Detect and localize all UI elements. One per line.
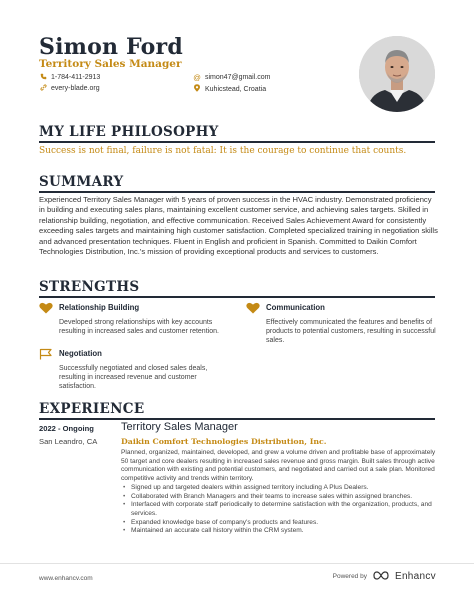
philosophy-divider	[39, 141, 435, 143]
strength-title: Communication	[266, 302, 325, 312]
enhancv-logo-icon	[373, 571, 389, 582]
candidate-title: Territory Sales Manager	[39, 58, 182, 70]
strength-item	[39, 347, 229, 391]
philosophy-heading: MY LIFE PHILOSOPHY	[39, 124, 219, 140]
brand-name: Enhancv	[394, 571, 436, 582]
email-contact[interactable]	[193, 73, 270, 82]
strengths-heading: STRENGTHS	[39, 279, 140, 295]
strength-title: Relationship Building	[59, 302, 140, 312]
experience-job-title: Territory Sales Manager	[121, 421, 238, 433]
list-item: • Interfaced with corporate staff periodically to determine satisfaction with the organization, products, and services.	[121, 501, 439, 518]
phone-contact	[39, 73, 100, 82]
phone-text: 1-784-411-2913	[51, 74, 101, 81]
experience-divider	[39, 418, 435, 420]
link-icon	[39, 84, 47, 93]
profile-photo	[359, 36, 435, 112]
list-item: • Expanded knowledge base of company's products and features.	[121, 519, 439, 528]
heart-icon	[39, 301, 53, 313]
footer-branding	[333, 571, 436, 582]
philosophy-quote: Success is not final, failure is not fatal: It is the courage to continue that counts.	[39, 146, 407, 156]
candidate-name: Simon Ford	[39, 34, 183, 60]
website-text[interactable]: every-blade.org	[51, 85, 100, 92]
location-pin-icon	[193, 84, 201, 94]
experience-dates: 2022 - Ongoing	[39, 424, 94, 433]
strength-item	[39, 301, 229, 336]
strength-item	[246, 301, 436, 345]
flag-icon	[39, 347, 53, 359]
experience-heading: EXPERIENCE	[39, 401, 145, 417]
heart-icon	[246, 301, 260, 313]
powered-by-label: Powered by	[332, 573, 367, 580]
location-text: Kuhicstead, Croatia	[205, 85, 267, 93]
experience-description: Planned, organized, maintained, developed, and grew a volume driven and profitable base of approximately 50 target and core dealers resulting in increased sales revenue and gross margin. Built sales through active communication with existing and potential customers, and negotiated and carried out a sale plan. Monitored competitive activity and trends within territory.	[121, 449, 436, 483]
list-item: • Maintained an accurate call history within the CRM system.	[121, 527, 439, 536]
experience-location: San Leandro, CA	[39, 437, 98, 446]
summary-divider	[39, 191, 435, 193]
footer-divider	[0, 563, 474, 564]
email-text[interactable]: simon47@gmail.com	[205, 74, 271, 81]
website-contact[interactable]	[39, 84, 100, 93]
phone-icon	[39, 73, 47, 82]
summary-text: Experienced Territory Sales Manager with 5 years of proven success in the HVAC industry. Demonstrated proficiency in building and executing sales plans, maintaining excellent customer service, and achieving sales targets. Skilled in relationship building, negotiation, and effective communication. Received Sales Achievement Award for consistently exceeding sales targets and maintaining high customer satisfaction. Completed specialized training in negotiation skills and advanced presentation techniques. Fluent in English and proficient in Spanish. Committed to Daikin Comfort Technologies Distribution, Inc.'s mission of providing exceptional products and services to customers.	[39, 195, 438, 257]
strength-title: Negotiation	[59, 348, 102, 358]
experience-company: Daikin Comfort Technologies Distribution, Inc.	[121, 437, 327, 446]
strengths-divider	[39, 296, 435, 298]
footer-website-link[interactable]: www.enhancv.com	[39, 575, 93, 582]
experience-bullets	[121, 484, 439, 536]
strength-description: Effectively communicated the features and benefits of products to potential customers, resulting in successful sales.	[266, 319, 436, 344]
strength-description: Developed strong relationships with key accounts resulting in increased sales and customer retention.	[59, 319, 219, 335]
list-item: • Signed up and targeted dealers within assigned territory including A Plus Dealers.	[121, 484, 439, 493]
experience-body	[121, 449, 439, 536]
list-item: • Collaborated with Branch Managers and their teams to increase sales within assigned branches.	[121, 493, 439, 502]
summary-heading: SUMMARY	[39, 174, 124, 190]
strength-description: Successfully negotiated and closed sales deals, resulting in increased revenue and customer satisfaction.	[59, 365, 208, 390]
at-icon: @	[193, 73, 201, 82]
location-contact	[193, 84, 266, 94]
